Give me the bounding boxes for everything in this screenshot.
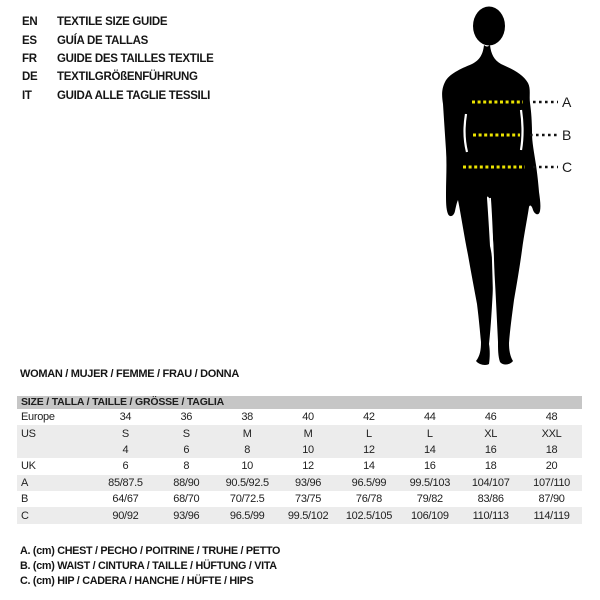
size-value-cell: 44 <box>423 411 436 424</box>
size-value-cell: L <box>366 427 372 440</box>
size-value-cell: 6 <box>183 443 190 456</box>
size-value-cell: 93/96 <box>173 509 200 522</box>
language-list <box>22 13 214 105</box>
language-code: DE <box>22 71 38 84</box>
size-value-cell: 68/70 <box>173 493 200 506</box>
size-value-cell: 90.5/92.5 <box>225 476 269 489</box>
size-value-cell: 36 <box>180 411 193 424</box>
size-row-label: A <box>21 476 29 489</box>
size-row-label: US <box>21 427 36 440</box>
marker-label-c: C <box>562 159 573 175</box>
marker-label-a: A <box>562 94 572 110</box>
size-value-cell: 99.5/103 <box>409 476 451 489</box>
size-value-cell: S <box>121 427 129 440</box>
language-guide-title: TEXTILGRÖßENFÜHRUNG <box>57 71 198 84</box>
language-row <box>22 13 214 31</box>
size-value-cell: 70/72.5 <box>229 493 265 506</box>
size-table-row <box>17 425 582 441</box>
size-value-cell: L <box>426 427 433 440</box>
woman-silhouette-diagram <box>400 0 590 375</box>
language-row <box>22 87 214 105</box>
size-value-cell: 4 <box>122 443 129 456</box>
size-value-cell: 16 <box>484 443 497 456</box>
size-value-cell: 110/113 <box>472 509 509 522</box>
size-value-cell: 85/87.5 <box>108 476 143 489</box>
marker-labels <box>562 94 572 175</box>
size-table <box>17 396 582 524</box>
size-value-cell: M <box>242 427 252 440</box>
size-value-cell: M <box>303 427 313 440</box>
language-code: IT <box>22 89 32 102</box>
size-value-cell: S <box>182 427 190 440</box>
language-code: EN <box>22 16 38 29</box>
size-value-cell: 18 <box>484 460 497 473</box>
size-value-cell: 114/119 <box>533 509 570 522</box>
marker-label-b: B <box>562 127 572 143</box>
size-value-cell: 107/110 <box>533 476 570 489</box>
size-value-cell: 16 <box>423 460 436 473</box>
size-value-cell: 76/78 <box>355 493 382 506</box>
language-guide-title: GUIDE DES TAILLES TEXTILE <box>57 52 214 65</box>
woman-silhouette <box>442 7 540 366</box>
size-value-cell: 12 <box>363 443 375 456</box>
size-value-cell: 104/107 <box>471 476 510 489</box>
size-value-cell: 8 <box>183 460 190 473</box>
size-row-label: C <box>21 509 29 522</box>
language-row <box>22 50 214 68</box>
language-guide-title: TEXTILE SIZE GUIDE <box>57 16 168 29</box>
size-value-cell: 6 <box>122 460 129 473</box>
size-row-label: B <box>21 493 29 506</box>
size-value-cell: 79/82 <box>416 493 443 506</box>
size-value-cell: 73/75 <box>295 493 322 506</box>
size-row-label: Europe <box>21 411 55 424</box>
size-table-header: SIZE / TALLA / TAILLE / GRÖSSE / TAGLIA <box>17 396 582 409</box>
size-table-row <box>17 507 582 523</box>
size-value-cell: 38 <box>241 411 253 424</box>
size-value-cell: 90/92 <box>112 509 139 522</box>
language-guide-title: GUÍA DE TALLAS <box>57 34 148 47</box>
size-value-cell: XL <box>484 427 498 440</box>
legend-line: A. (cm) CHEST / PECHO / POITRINE / TRUHE / PETTO <box>20 545 281 557</box>
size-table-row <box>17 442 582 458</box>
size-value-cell: 14 <box>423 443 436 456</box>
size-table-row <box>17 409 582 425</box>
size-table-row <box>17 475 582 491</box>
size-value-cell: 96.5/99 <box>351 476 387 489</box>
size-value-cell: 64/67 <box>112 493 139 506</box>
size-value-cell: 10 <box>302 443 314 456</box>
size-table-row <box>17 491 582 507</box>
size-value-cell: 96.5/99 <box>229 509 265 522</box>
language-code: ES <box>22 34 37 47</box>
size-row-label: UK <box>21 460 36 473</box>
size-value-cell: 93/96 <box>295 476 322 489</box>
size-value-cell: XXL <box>541 427 562 440</box>
section-title: WOMAN / MUJER / FEMME / FRAU / DONNA <box>20 368 239 380</box>
size-value-cell: 83/86 <box>477 493 504 506</box>
size-value-cell: 99.5/102 <box>287 509 329 522</box>
size-value-cell: 87/90 <box>538 493 565 506</box>
size-value-cell: 42 <box>363 411 375 424</box>
size-value-cell: 48 <box>545 411 558 424</box>
language-row <box>22 31 214 49</box>
size-value-cell: 18 <box>545 443 558 456</box>
size-value-cell: 20 <box>545 460 558 473</box>
legend-line: B. (cm) WAIST / CINTURA / TAILLE / HÜFTUNG / VITA <box>20 560 277 573</box>
size-table-body <box>17 409 582 524</box>
size-value-cell: 8 <box>244 443 251 456</box>
size-table-row <box>17 458 582 474</box>
legend-line: C. (cm) HIP / CADERA / HANCHE / HÜFTE / HIPS <box>20 575 254 588</box>
size-value-cell: 106/109 <box>410 509 449 522</box>
size-value-cell: 40 <box>302 411 314 424</box>
size-value-cell: 12 <box>302 460 314 473</box>
measurement-legend <box>20 544 280 590</box>
size-value-cell: 88/90 <box>173 476 200 489</box>
size-value-cell: 34 <box>119 411 132 424</box>
size-value-cell: 46 <box>484 411 497 424</box>
language-guide-title: GUIDA ALLE TAGLIE TESSILI <box>57 89 211 102</box>
language-row <box>22 68 214 86</box>
size-value-cell: 10 <box>241 460 253 473</box>
language-code: FR <box>22 52 37 65</box>
size-value-cell: 102.5/105 <box>345 509 393 522</box>
size-value-cell: 14 <box>363 460 375 473</box>
